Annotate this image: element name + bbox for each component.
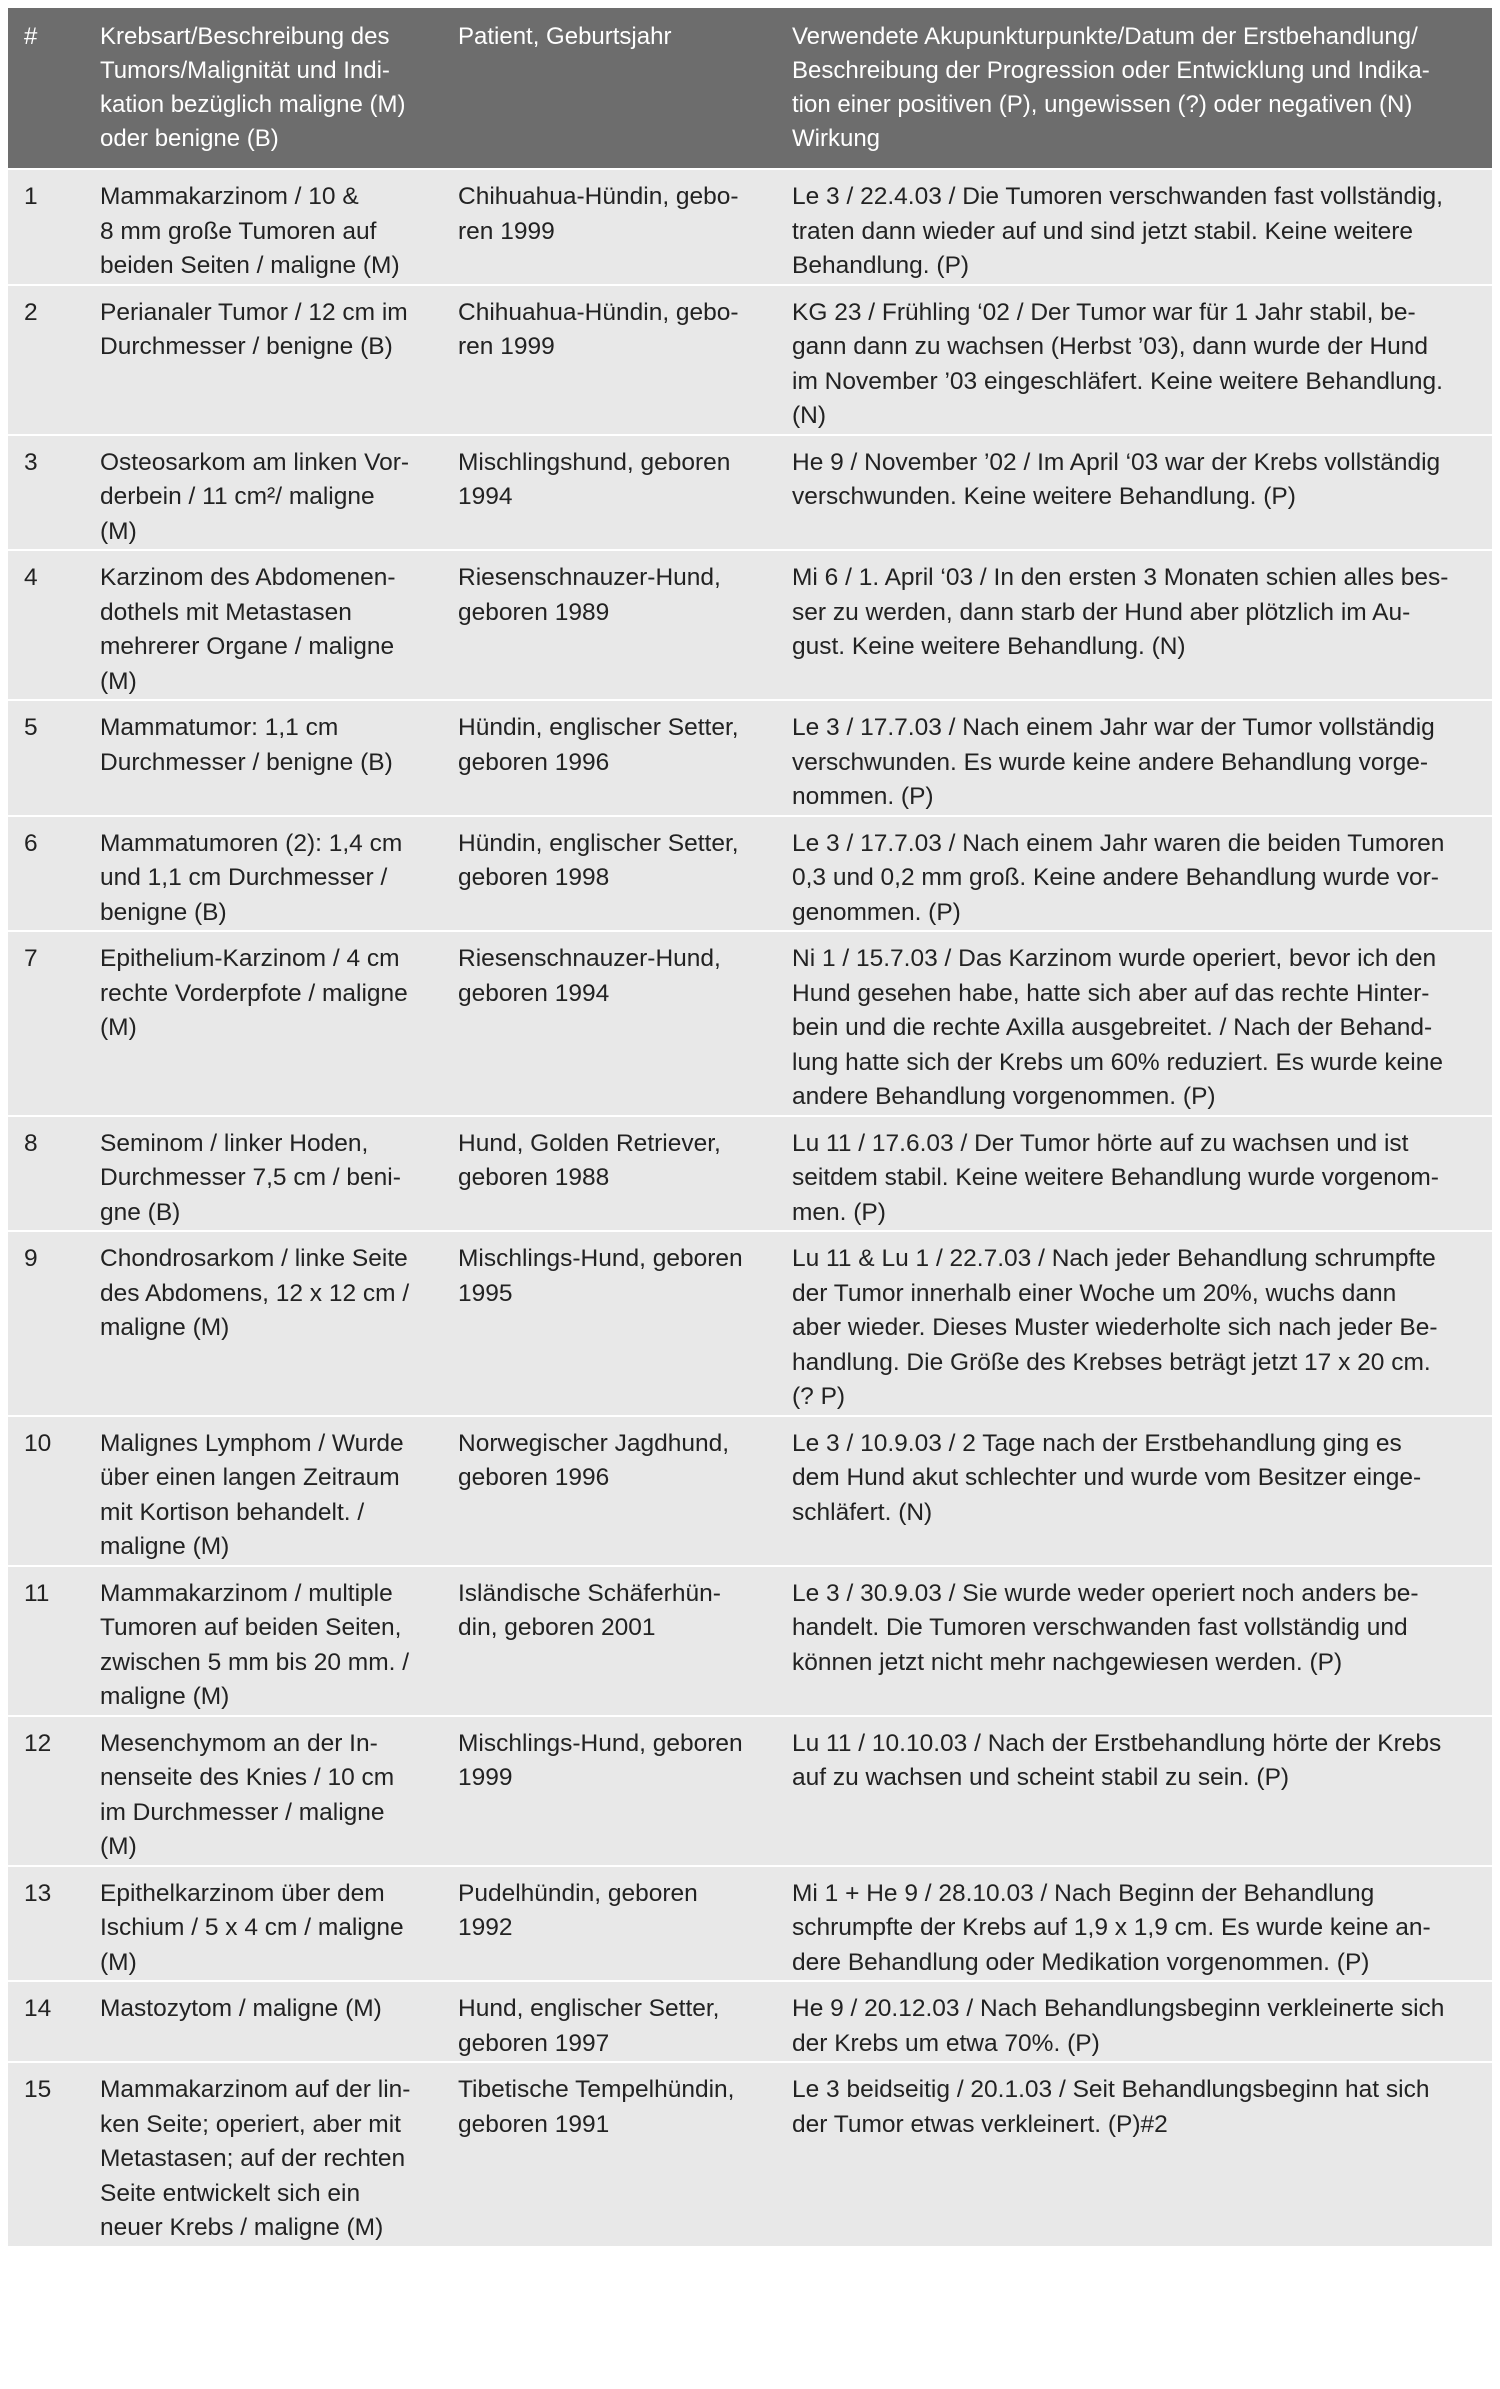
text-line: der Tumor etwas verkleinert. (P)#2 [792, 2110, 1168, 2138]
text-line: aber wieder. Dieses Muster wiederholte sich nach jeder Be- [792, 1314, 1438, 1341]
table-row [8, 285, 1492, 435]
text-line: Osteosarkom am linken Vor- [100, 448, 410, 476]
text-line: verschwunden. Es wurde keine andere Behandlung vorge- [792, 748, 1429, 776]
text-line: mehrerer Organe / maligne [100, 633, 395, 660]
text-line: der Krebs um etwa 70%. (P) [792, 2029, 1100, 2057]
table-row [8, 700, 1492, 816]
text-line: 8 mm große Tumoren auf [100, 217, 377, 245]
text-line: (M) [100, 1948, 137, 1976]
text-line: auf zu wachsen und scheint stabil zu sein. (P) [792, 1764, 1290, 1791]
patient-cell [438, 1566, 772, 1716]
text-line: geboren 1996 [458, 1464, 610, 1491]
text-line: geboren 1996 [458, 748, 610, 776]
text-line: im Durchmesser / maligne [100, 1798, 385, 1826]
cancer-type-cell [80, 1416, 438, 1566]
text-line: Riesenschnauzer-Hund, [458, 564, 721, 591]
text-line: Le 3 / 22.4.03 / Die Tumoren verschwanden fast vollständig, [792, 183, 1443, 210]
treatment-cell [772, 700, 1492, 816]
text-line: maligne (M) [100, 1683, 230, 1710]
text-line: Tibetische Tempelhündin, [458, 2076, 735, 2103]
text-line: traten dann wieder auf und sind jetzt stabil. Keine weitere [792, 217, 1414, 245]
text-line: Epithelkarzinom über dem [100, 1879, 385, 1907]
text-line: bein und die rechte Axilla ausgebreitet. / Nach der Behand- [792, 1014, 1433, 1041]
text-line: lung hatte sich der Krebs um 60% reduziert. Es wurde keine [792, 1048, 1443, 1076]
text-line: 1994 [458, 483, 513, 510]
text-line: Hund, englischer Setter, [458, 1995, 720, 2022]
patient-cell [438, 1981, 772, 2062]
cancer-type-cell [80, 550, 438, 700]
text-line: ren 1999 [458, 333, 555, 360]
text-line: Behandlung. (P) [792, 252, 970, 279]
table-row [8, 1231, 1492, 1416]
treatment-cell [772, 1981, 1492, 2062]
text-line: Wirkung [792, 125, 881, 152]
table-row [8, 1981, 1492, 2062]
text-line: benigne (B) [100, 898, 227, 926]
text-line: geboren 1994 [458, 979, 610, 1007]
text-line: Verwendete Akupunkturpunkte/Datum der Erstbehandlung/ [792, 23, 1418, 50]
text-line: Patient, Geburtsjahr [458, 23, 672, 50]
text-line: geboren 1998 [458, 864, 610, 891]
text-line: und 1,1 cm Durchmesser / [100, 864, 388, 891]
text-line: gne (B) [100, 1198, 181, 1226]
text-line: Hund gesehen habe, hatte sich aber auf das rechte Hinter- [792, 979, 1430, 1007]
row-number: 6 [8, 816, 80, 932]
text-line: handelt. Die Tumoren verschwanden fast vollständig und [792, 1614, 1408, 1641]
text-line: Le 3 beidseitig / 20.1.03 / Seit Behandlungsbeginn hat sich [792, 2076, 1430, 2103]
row-number: 2 [8, 285, 80, 435]
table-row [8, 1866, 1492, 1982]
text-line: Mi 1 + He 9 / 28.10.03 / Nach Beginn der Behandlung [792, 1879, 1375, 1907]
row-number: 12 [8, 1716, 80, 1866]
text-line: Malignes Lymphom / Wurde [100, 1429, 404, 1457]
text-line: tion einer positiven (P), ungewissen (?) oder negativen (N) [792, 91, 1413, 118]
text-line: Tumors/Malignität und Indi- [100, 57, 390, 84]
cancer-type-cell [80, 1866, 438, 1982]
treatment-cell [772, 1716, 1492, 1866]
text-line: maligne (M) [100, 1314, 230, 1341]
table-row [8, 169, 1492, 285]
text-line: Mi 6 / 1. April ‘03 / In den ersten 3 Monaten schien alles bes- [792, 564, 1449, 591]
row-number: 9 [8, 1231, 80, 1416]
text-line: maligne (M) [100, 1533, 230, 1560]
text-line: Mammatumor: 1,1 cm [100, 714, 339, 741]
text-line: Seminom / linker Hoden, [100, 1129, 369, 1157]
text-line: handlung. Die Größe des Krebses beträgt jetzt 17 x 20 cm. [792, 1348, 1431, 1376]
treatment-cell [772, 1566, 1492, 1716]
patient-cell [438, 1716, 772, 1866]
text-line: Riesenschnauzer-Hund, [458, 945, 721, 972]
text-line: KG 23 / Frühling ‘02 / Der Tumor war für 1 Jahr stabil, be- [792, 298, 1416, 326]
text-line: Krebsart/Beschreibung des [100, 23, 390, 50]
text-line: dem Hund akut schlechter und wurde vom Besitzer einge- [792, 1464, 1422, 1491]
text-line: Mischlings-Hund, geboren [458, 1245, 743, 1272]
text-line: Mischlings-Hund, geboren [458, 1729, 743, 1757]
text-line: ser zu werden, dann starb der Hund aber plötzlich im Au- [792, 598, 1411, 626]
text-line: Norwegischer Jagdhund, [458, 1429, 730, 1457]
text-line: geboren 1997 [458, 2029, 610, 2057]
text-line: genommen. (P) [792, 898, 961, 926]
text-line: Le 3 / 10.9.03 / 2 Tage nach der Erstbehandlung ging es [792, 1429, 1402, 1457]
text-line: Ni 1 / 15.7.03 / Das Karzinom wurde operiert, bevor ich den [792, 945, 1437, 972]
cancer-type-cell [80, 1231, 438, 1416]
cancer-type-cell [80, 435, 438, 551]
text-line: verschwunden. Keine weitere Behandlung. (P) [792, 483, 1296, 510]
table-row [8, 931, 1492, 1116]
treatment-cell [772, 550, 1492, 700]
cancer-type-cell [80, 169, 438, 285]
text-line: (M) [100, 1014, 137, 1041]
text-line: Hund, Golden Retriever, [458, 1129, 721, 1157]
row-number: 11 [8, 1566, 80, 1716]
text-line: rechte Vorderpfote / maligne [100, 979, 408, 1007]
row-number: 1 [8, 169, 80, 285]
text-line: dothels mit Metastasen [100, 598, 352, 626]
patient-cell [438, 169, 772, 285]
text-line: Lu 11 / 10.10.03 / Nach der Erstbehandlung hörte der Krebs [792, 1729, 1442, 1757]
text-line: Perianaler Tumor / 12 cm im [100, 298, 408, 326]
row-number: 10 [8, 1416, 80, 1566]
text-line: derbein / 11 cm²/ maligne [100, 483, 375, 510]
cancer-type-cell [80, 285, 438, 435]
treatment-cell [772, 285, 1492, 435]
text-line: Durchmesser / benigne (B) [100, 748, 393, 776]
patient-cell [438, 550, 772, 700]
row-number: 14 [8, 1981, 80, 2062]
text-line: Le 3 / 30.9.03 / Sie wurde weder operiert noch anders be- [792, 1579, 1419, 1607]
text-line: schläfert. (N) [792, 1498, 933, 1526]
table-body [8, 169, 1492, 2246]
text-line: (M) [100, 517, 137, 545]
patient-cell [438, 816, 772, 932]
treatment-cell [772, 931, 1492, 1116]
treatment-cell [772, 1231, 1492, 1416]
table-row [8, 435, 1492, 551]
text-line: 0,3 und 0,2 mm groß. Keine andere Behandlung wurde vor- [792, 864, 1439, 891]
text-line: Mammakarzinom / multiple [100, 1579, 393, 1607]
text-line: mit Kortison behandelt. / [100, 1498, 365, 1526]
text-line: Durchmesser / benigne (B) [100, 333, 393, 360]
cancer-type-cell [80, 700, 438, 816]
row-number: 3 [8, 435, 80, 551]
patient-cell [438, 285, 772, 435]
text-line: Metastasen; auf der rechten [100, 2145, 406, 2172]
patient-cell [438, 1116, 772, 1232]
header-cancer-type [80, 8, 438, 169]
row-number: 4 [8, 550, 80, 700]
text-line: Epithelium-Karzinom / 4 cm [100, 945, 400, 972]
text-line: im November ’03 eingeschläfert. Keine weitere Behandlung. [792, 367, 1443, 395]
patient-cell [438, 435, 772, 551]
text-line: Hündin, englischer Setter, [458, 829, 739, 857]
table-row [8, 816, 1492, 932]
text-line: gust. Keine weitere Behandlung. (N) [792, 633, 1186, 660]
treatment-cell [772, 435, 1492, 551]
text-line: Karzinom des Abdomenen- [100, 564, 396, 591]
text-line: Ischium / 5 x 4 cm / maligne [100, 1914, 404, 1941]
header-row [8, 8, 1492, 169]
text-line: ken Seite; operiert, aber mit [100, 2110, 401, 2138]
text-line: Seite entwickelt sich ein [100, 2179, 361, 2207]
text-line: (N) [792, 402, 827, 429]
treatment-cell [772, 1116, 1492, 1232]
text-line: zwischen 5 mm bis 20 mm. / [100, 1648, 410, 1676]
text-line: 1999 [458, 1764, 513, 1791]
text-line: Chihuahua-Hündin, gebo- [458, 298, 739, 326]
table-row [8, 1116, 1492, 1232]
text-line: seitdem stabil. Keine weitere Behandlung wurde vorgenom- [792, 1164, 1439, 1191]
table-row [8, 1416, 1492, 1566]
text-line: kation bezüglich maligne (M) [100, 91, 406, 118]
text-line: Durchmesser 7,5 cm / beni- [100, 1164, 401, 1191]
treatment-cell [772, 1866, 1492, 1982]
table-header [8, 8, 1492, 169]
header-treatment [772, 8, 1492, 169]
text-line: können jetzt nicht mehr nachgewiesen werden. (P) [792, 1648, 1343, 1676]
row-number: 7 [8, 931, 80, 1116]
text-line: dere Behandlung oder Medikation vorgenommen. (P) [792, 1948, 1370, 1976]
text-line: (M) [100, 1833, 137, 1860]
text-line: Mischlingshund, geboren [458, 448, 731, 476]
text-line: He 9 / 20.12.03 / Nach Behandlungsbeginn verkleinerte sich [792, 1995, 1445, 2022]
patient-cell [438, 1231, 772, 1416]
text-line: Mastozytom / maligne (M) [100, 1995, 382, 2022]
cancer-type-cell [80, 1566, 438, 1716]
treatment-cell [772, 169, 1492, 285]
text-line: geboren 1989 [458, 598, 610, 626]
text-line: nenseite des Knies / 10 cm [100, 1764, 395, 1791]
cancer-type-cell [80, 1981, 438, 2062]
treatment-cell [772, 816, 1492, 932]
text-line: des Abdomens, 12 x 12 cm / [100, 1279, 410, 1307]
text-line: ren 1999 [458, 217, 555, 245]
text-line: geboren 1988 [458, 1164, 610, 1191]
text-line: Lu 11 / 17.6.03 / Der Tumor hörte auf zu wachsen und ist [792, 1129, 1409, 1157]
text-line: Le 3 / 17.7.03 / Nach einem Jahr war der Tumor vollständig [792, 714, 1435, 741]
text-line: nommen. (P) [792, 783, 934, 810]
text-line: He 9 / November ’02 / Im April ‘03 war der Krebs vollständig [792, 448, 1441, 476]
text-line: Hündin, englischer Setter, [458, 714, 739, 741]
text-line: Mammatumoren (2): 1,4 cm [100, 829, 403, 857]
text-line: Pudelhündin, geboren [458, 1879, 698, 1907]
patient-cell [438, 1416, 772, 1566]
cancer-type-cell [80, 1116, 438, 1232]
text-line: 1995 [458, 1279, 513, 1307]
row-number: 13 [8, 1866, 80, 1982]
row-number: 15 [8, 2062, 80, 2246]
treatment-cell [772, 1416, 1492, 1566]
text-line: Mammakarzinom auf der lin- [100, 2076, 411, 2103]
text-line: Isländische Schäferhün- [458, 1579, 721, 1607]
text-line: Chondrosarkom / linke Seite [100, 1245, 408, 1272]
table-row [8, 1566, 1492, 1716]
text-line: schrumpfte der Krebs auf 1,9 x 1,9 cm. Es wurde keine an- [792, 1914, 1431, 1941]
text-line: 1992 [458, 1914, 513, 1941]
text-line: gann dann zu wachsen (Herbst ’03), dann wurde der Hund [792, 333, 1429, 360]
text-line: geboren 1991 [458, 2110, 610, 2138]
table-container [8, 8, 1492, 2246]
cancer-type-cell [80, 2062, 438, 2246]
patient-cell [438, 1866, 772, 1982]
text-line: Mammakarzinom / 10 & [100, 183, 359, 210]
cancer-type-cell [80, 816, 438, 932]
table-row [8, 2062, 1492, 2246]
header-patient [438, 8, 772, 169]
patient-cell [438, 2062, 772, 2246]
cancer-type-cell [80, 931, 438, 1116]
text-line: men. (P) [792, 1198, 886, 1226]
text-line: oder benigne (B) [100, 125, 279, 152]
text-line: (M) [100, 667, 137, 695]
patient-cell [438, 700, 772, 816]
header-number: # [8, 8, 80, 169]
text-line: Le 3 / 17.7.03 / Nach einem Jahr waren die beiden Tumoren [792, 829, 1445, 857]
text-line: der Tumor innerhalb einer Woche um 20%, wuchs dann [792, 1279, 1397, 1307]
treatment-cell [772, 2062, 1492, 2246]
table-row [8, 1716, 1492, 1866]
text-line: über einen langen Zeitraum [100, 1464, 400, 1491]
row-number: 8 [8, 1116, 80, 1232]
text-line: beiden Seiten / maligne (M) [100, 252, 400, 279]
text-line: neuer Krebs / maligne (M) [100, 2214, 384, 2241]
results-table [8, 8, 1492, 2246]
patient-cell [438, 931, 772, 1116]
text-line: (? P) [792, 1383, 846, 1410]
row-number: 5 [8, 700, 80, 816]
table-row [8, 550, 1492, 700]
text-line: din, geboren 2001 [458, 1614, 656, 1641]
text-line: Mesenchymom an der In- [100, 1729, 378, 1757]
text-line: andere Behandlung vorgenommen. (P) [792, 1083, 1216, 1110]
text-line: Chihuahua-Hündin, gebo- [458, 183, 739, 210]
text-line: Tumoren auf beiden Seiten, [100, 1614, 402, 1641]
text-line: Beschreibung der Progression oder Entwicklung und Indika- [792, 57, 1430, 84]
cancer-type-cell [80, 1716, 438, 1866]
text-line: Lu 11 & Lu 1 / 22.7.03 / Nach jeder Behandlung schrumpfte [792, 1245, 1436, 1272]
